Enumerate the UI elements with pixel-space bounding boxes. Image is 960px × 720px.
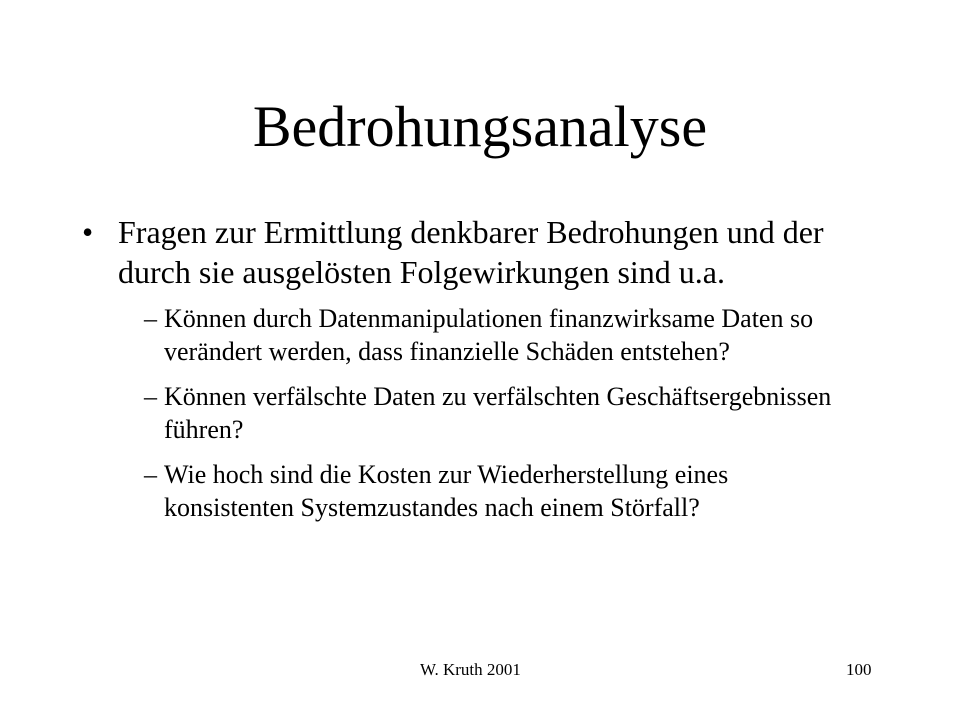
sub-item-text: Können durch Datenmanipulationen finanzwirksame Daten so verändert werden, dass finanzielle Schäden entstehen? xyxy=(164,304,814,366)
footer-author: W. Kruth 2001 xyxy=(420,660,521,679)
sub-list xyxy=(144,302,862,524)
dash-icon: – xyxy=(144,304,157,333)
sub-item xyxy=(144,302,862,368)
sub-item-text: Können verfälschte Daten zu verfälschten Geschäftsergebnissen führen? xyxy=(164,382,832,444)
bullet-item xyxy=(82,212,862,292)
bullet-icon: • xyxy=(82,214,94,250)
sub-item xyxy=(144,380,862,446)
dash-icon: – xyxy=(144,382,157,411)
page-number: 100 xyxy=(846,660,872,679)
sub-item-text: Wie hoch sind die Kosten zur Wiederherstellung eines konsistenten Systemzustandes nach einem Störfall? xyxy=(164,460,729,522)
dash-icon: – xyxy=(144,460,157,489)
slide-title: Bedrohungsanalyse xyxy=(252,94,708,159)
bullet-list xyxy=(82,212,862,536)
sub-item xyxy=(144,458,862,524)
bullet-text: Fragen zur Ermittlung denkbarer Bedrohungen und der durch sie ausgelösten Folgewirkungen sind u.a. xyxy=(118,214,824,290)
